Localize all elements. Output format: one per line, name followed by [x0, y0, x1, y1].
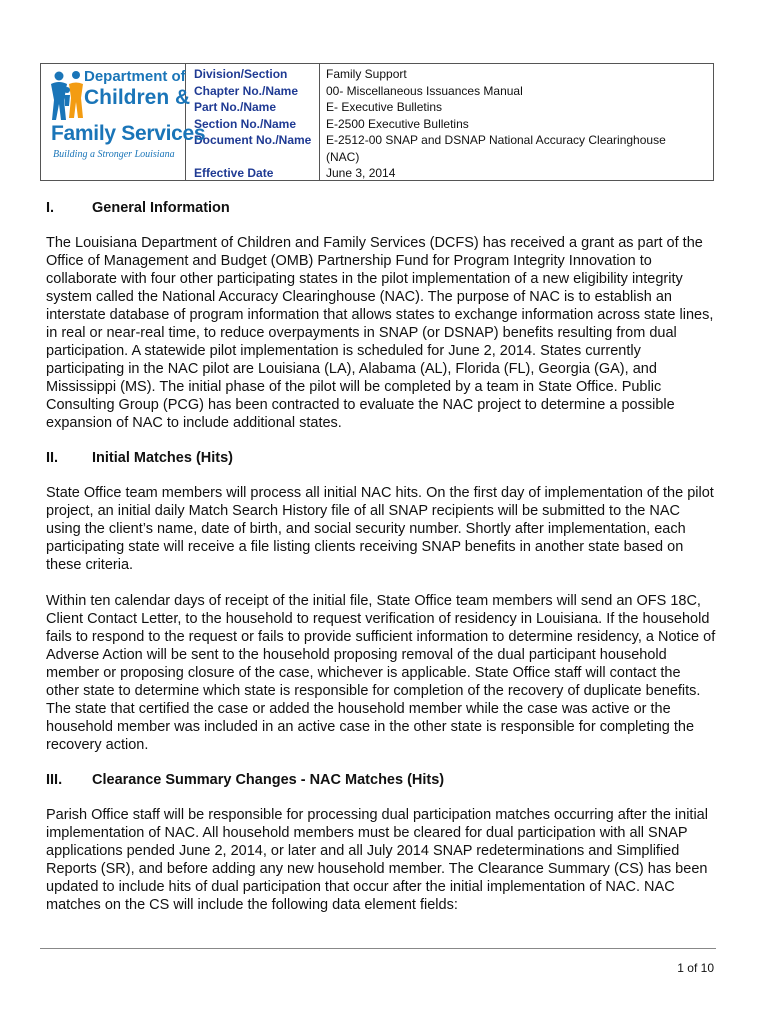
section-heading [46, 770, 716, 790]
label-effective-date: Effective Date [194, 166, 274, 180]
page-number: 1 of 10 [677, 961, 714, 975]
section-heading [46, 448, 716, 468]
section-number: III. [46, 772, 63, 788]
header-values [320, 64, 713, 180]
paragraph: Within ten calendar days of receipt of the initial file, State Office team members will send an OFS 18C, Client Contact Letter, to the household to request verification of residency in Louisiana. If the household fails to respond to the request or fails to provide sufficient information to determine residency, a Notice of Adverse Action will be sent to the household proposing removal of the dual participant household member or proposing closure of the case, whichever is applicable. State Office staff will contact the other state to determine which state is responsible for completion of the recovery of duplicate benefits. The state that certified the case or added the household member while the case was active or the household member was included in an active case in the other state is responsible for completing the recovery action. [46, 593, 716, 753]
paragraph: Parish Office staff will be responsible for processing dual participation matches occurring after the initial implementation of NAC. All household members must be cleared for dual participation with all SNAP applications pended June 2, 2014, or later and all July 2014 SNAP redeterminations and Simplified Reports (SR), and before adding any new household member. The Clearance Summary (CS) has been updated to include hits of dual participation that occur after the initial implementation of NAC. NAC matches on the CS will include the following data element fields: [46, 807, 708, 913]
logo-department-text: Department of [84, 68, 186, 85]
value-division: Family Support [326, 67, 407, 81]
label-document: Document No./Name [194, 133, 312, 147]
section-title: Clearance Summary Changes - NAC Matches (Hits) [92, 772, 445, 788]
value-part: E- Executive Bulletins [326, 100, 443, 114]
logo-children-text: Children & [84, 86, 191, 109]
label-part: Part No./Name [194, 100, 277, 114]
logo-family-services-text: Family Services [51, 122, 206, 145]
dcfs-logo [41, 64, 206, 180]
paragraph: State Office team members will process all initial NAC hits. On the first day of implementation of the pilot project, an initial daily Match Search History file of all SNAP recipients will be submitted to the NAC using the client’s name, date of birth, and social security number. Shortly after implementation, each participating state will receive a file listing clients receiving SNAP benefits in another state based on these criteria. [46, 485, 714, 573]
label-section: Section No./Name [194, 116, 297, 131]
section-title: General Information [92, 200, 230, 216]
footer-divider [40, 948, 716, 949]
family-figures-icon [47, 70, 87, 122]
section-heading [46, 198, 716, 218]
section-number: II. [46, 450, 59, 466]
label-chapter: Chapter No./Name [194, 83, 299, 98]
value-chapter: 00- Miscellaneous Issuances Manual [326, 83, 523, 98]
document-header-table [40, 63, 714, 181]
document-body [46, 198, 716, 914]
label-division: Division/Section [194, 67, 288, 81]
value-document-cont: (NAC) [326, 149, 360, 164]
section-number: I. [46, 200, 55, 216]
section-title: Initial Matches (Hits) [92, 450, 233, 466]
logo-tagline: Building a Stronger Louisiana [53, 149, 175, 160]
value-section: E-2500 Executive Bulletins [326, 116, 469, 131]
paragraph: The Louisiana Department of Children and Family Services (DCFS) has received a grant as part of the Office of Management and Budget (OMB) Partnership Fund for Program Integrity Innovation to collaborate with four other participating states in the pilot implementation of a new eligibility integrity system called the National Accuracy Clearinghouse (NAC). The purpose of NAC is to establish an interstate database of program information that allows states to exchange information across state lines, in real or near-real time, to reduce overpayments in SNAP (or DSNAP) benefits resulting from dual participation. A statewide pilot implementation is scheduled for June 2, 2014. States currently participating in the NAC pilot are Louisiana (LA), Alabama (AL), Florida (FL), Georgia (GA), and Mississippi (MS). The initial phase of the pilot will be completed by a team in State Office. Public Consulting Group (PCG) has been contracted to evaluate the NAC project to determine a possible expansion of NAC to include additional states. [46, 235, 714, 431]
value-document: E-2512-00 SNAP and DSNAP National Accuracy Clearinghouse [326, 133, 666, 147]
value-effective-date: June 3, 2014 [326, 166, 396, 180]
header-labels [186, 64, 320, 180]
label-spacer [186, 149, 319, 166]
